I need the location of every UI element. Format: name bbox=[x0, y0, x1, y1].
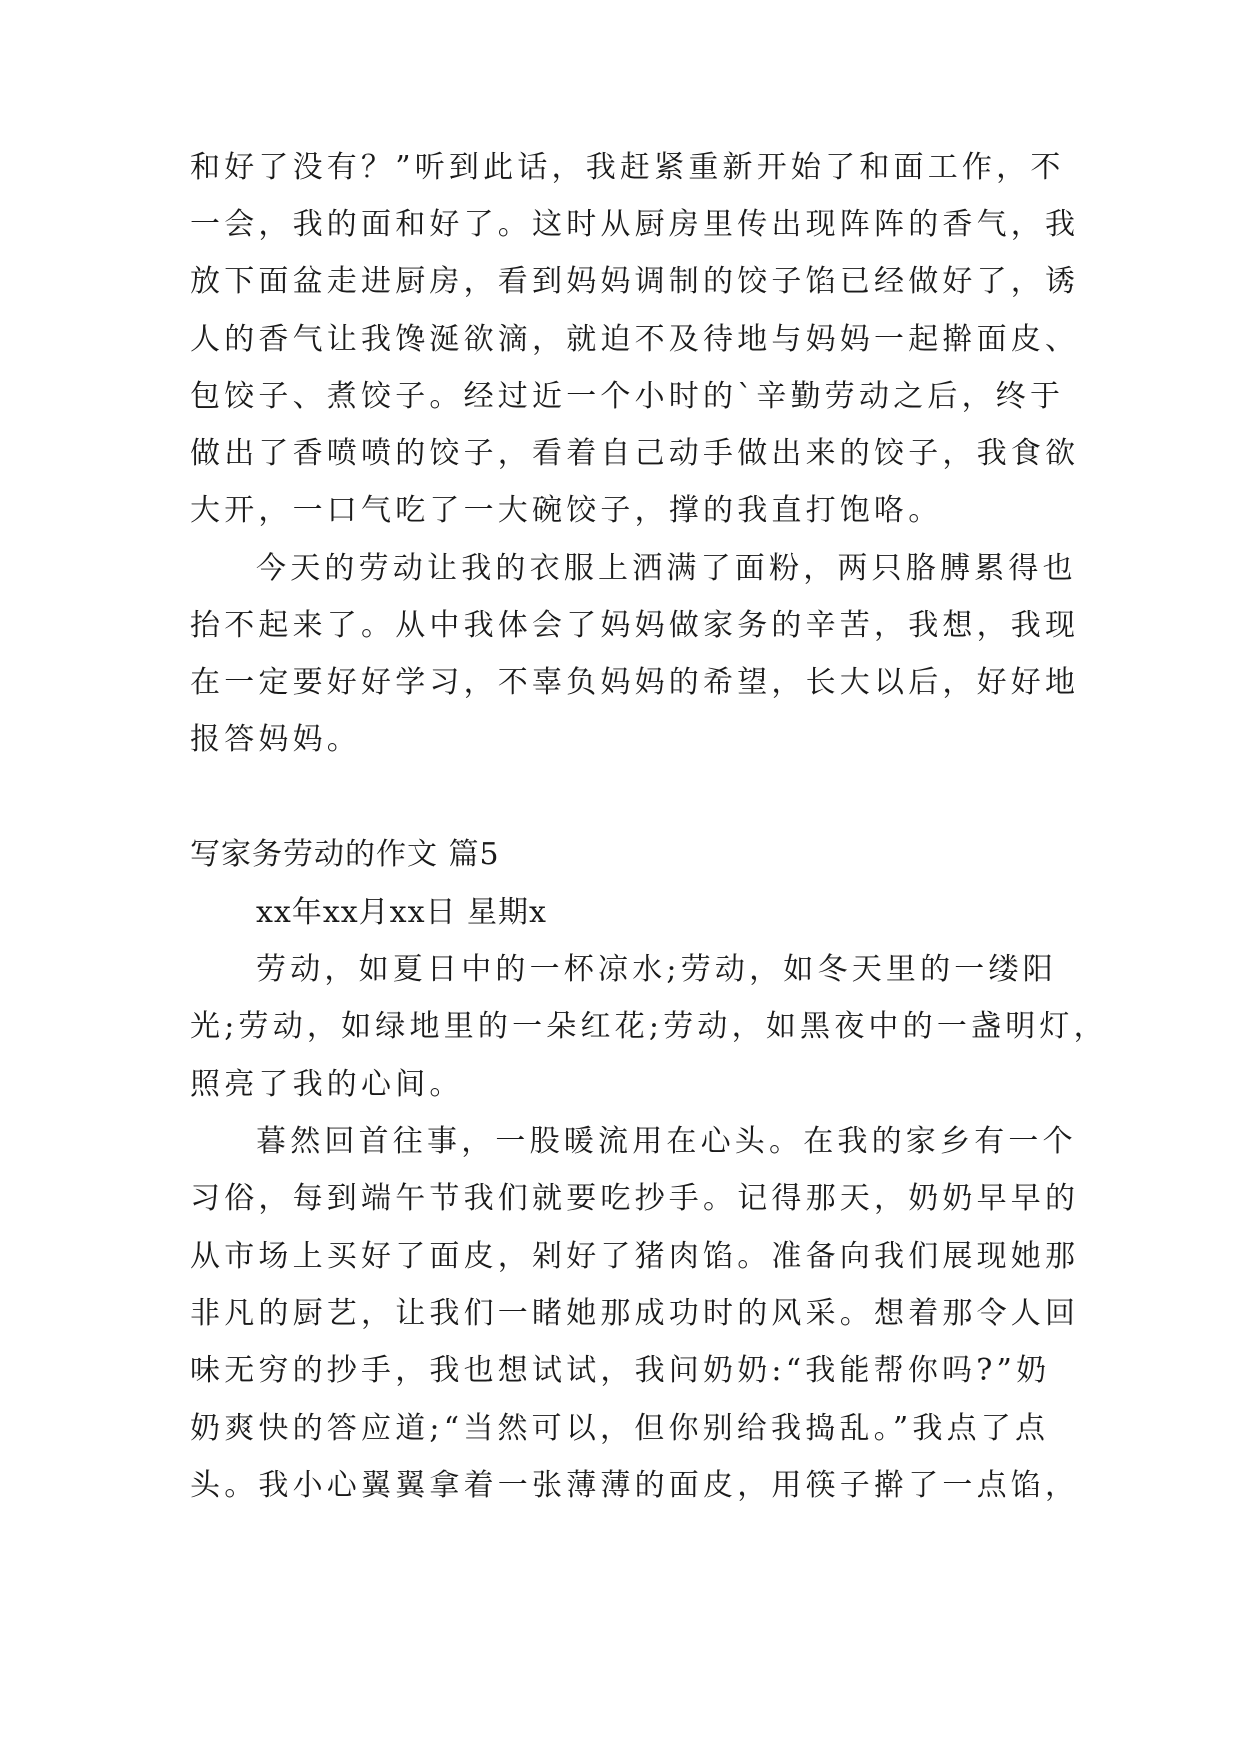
text-line: 光;劳动，如绿地里的一朵红花;劳动，如黑夜中的一盏明灯， bbox=[190, 1009, 1108, 1044]
date-line: xx年xx月xx日 星期x bbox=[256, 895, 547, 930]
text-line: 照亮了我的心间。 bbox=[190, 1067, 464, 1102]
text-line: 人的香气让我馋涎欲滴，就迫不及待地与妈妈一起擀面皮、 bbox=[190, 322, 1080, 357]
text-line: 劳动，如夏日中的一杯凉水;劳动，如冬天里的一缕阳 bbox=[256, 952, 1057, 987]
text-line: 大开，一口气吃了一大碗饺子，撑的我直打饱咯。 bbox=[190, 493, 943, 528]
text-line: 暮然回首往事，一股暖流用在心头。在我的家乡有一个 bbox=[256, 1124, 1077, 1159]
text-line: 味无穷的抄手，我也想试试，我问奶奶:“我能帮你吗?”奶 bbox=[190, 1353, 1051, 1388]
text-line: 和好了没有？”听到此话，我赶紧重新开始了和面工作，不 bbox=[190, 150, 1065, 185]
text-line: 抬不起来了。从中我体会了妈妈做家务的辛苦，我想，我现 bbox=[190, 608, 1080, 643]
text-line: 非凡的厨艺，让我们一睹她那成功时的风采。想着那令人回 bbox=[190, 1296, 1080, 1331]
text-line: 做出了香喷喷的饺子，看着自己动手做出来的饺子，我食欲 bbox=[190, 436, 1080, 471]
text-line: 从市场上买好了面皮，剁好了猪肉馅。准备向我们展现她那 bbox=[190, 1239, 1080, 1274]
text-line: 在一定要好好学习，不辜负妈妈的希望，长大以后，好好地 bbox=[190, 665, 1080, 700]
text-line: 放下面盆走进厨房，看到妈妈调制的饺子馅已经做好了，诱 bbox=[190, 264, 1080, 299]
text-line: 头。我小心翼翼拿着一张薄薄的面皮，用筷子擀了一点馅， bbox=[190, 1468, 1080, 1503]
text-line: 奶爽快的答应道;“当然可以，但你别给我捣乱。”我点了点 bbox=[190, 1411, 1050, 1446]
text-line: 包饺子、煮饺子。经过近一个小时的`辛勤劳动之后，终于 bbox=[190, 379, 1065, 414]
text-line: 今天的劳动让我的衣服上洒满了面粉，两只胳膊累得也 bbox=[256, 551, 1077, 586]
text-line: 一会，我的面和好了。这时从厨房里传出现阵阵的香气，我 bbox=[190, 207, 1080, 242]
text-line: 报答妈妈。 bbox=[190, 722, 361, 757]
text-line: 习俗，每到端午节我们就要吃抄手。记得那天，奶奶早早的 bbox=[190, 1181, 1080, 1216]
section-heading: 写家务劳动的作文 篇5 bbox=[190, 837, 500, 872]
